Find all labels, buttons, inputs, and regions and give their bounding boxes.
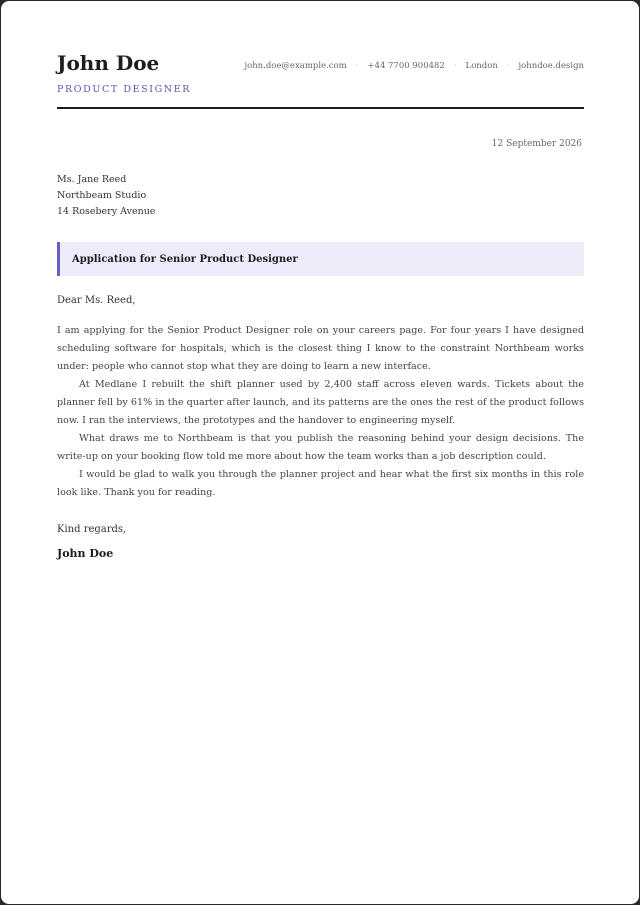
closing-line: Kind regards, xyxy=(57,524,127,535)
sender-name: John Doe xyxy=(57,51,160,75)
contact-email[interactable]: john.doe@example.com xyxy=(244,61,347,71)
contact-website[interactable]: johndoe.design xyxy=(518,61,584,71)
header-divider xyxy=(57,107,584,109)
recipient-block xyxy=(57,172,155,220)
body-paragraph: What draws me to Northbeam is that you publish the reasoning behind your design decisions. The write-up on your booking flow told me more about how the team works than a job description could. xyxy=(57,433,584,462)
sender-role: PRODUCT DESIGNER xyxy=(57,84,191,95)
contact-line xyxy=(244,61,584,71)
contact-location: London xyxy=(465,61,498,71)
recipient-name: Ms. Jane Reed xyxy=(57,174,127,185)
contact-phone[interactable]: +44 7700 900482 xyxy=(367,61,445,71)
recipient-address: 14 Rosebery Avenue xyxy=(57,206,156,217)
salutation: Dear Ms. Reed, xyxy=(57,295,136,306)
contact-separator: · xyxy=(506,61,510,71)
signature-name: John Doe xyxy=(57,547,114,560)
letter-header xyxy=(57,49,584,97)
contact-separator: · xyxy=(453,61,457,71)
letter-date: 12 September 2026 xyxy=(491,139,582,149)
contact-separator: · xyxy=(355,61,359,71)
letter-body xyxy=(57,322,584,502)
recipient-company: Northbeam Studio xyxy=(57,190,147,201)
body-paragraph: I am applying for the Senior Product Designer role on your careers page. For four years I have designed scheduling software for hospitals, which is the closest thing I know to the constraint Northbeam works under: people who cannot stop what they are doing to learn a new interface. xyxy=(57,325,584,372)
subject-line: Application for Senior Product Designer xyxy=(57,242,584,276)
body-paragraph: I would be glad to walk you through the planner project and hear what the first six months in this role look like. Thank you for reading. xyxy=(57,469,584,498)
letter-page xyxy=(1,1,639,904)
body-paragraph: At Medlane I rebuilt the shift planner used by 2,400 staff across eleven wards. Tickets about the planner fell by 61% in the quarter after launch, and its patterns are the ones the rest of the product follows now. I ran the interviews, the prototypes and the handover to engineering myself. xyxy=(57,379,584,426)
